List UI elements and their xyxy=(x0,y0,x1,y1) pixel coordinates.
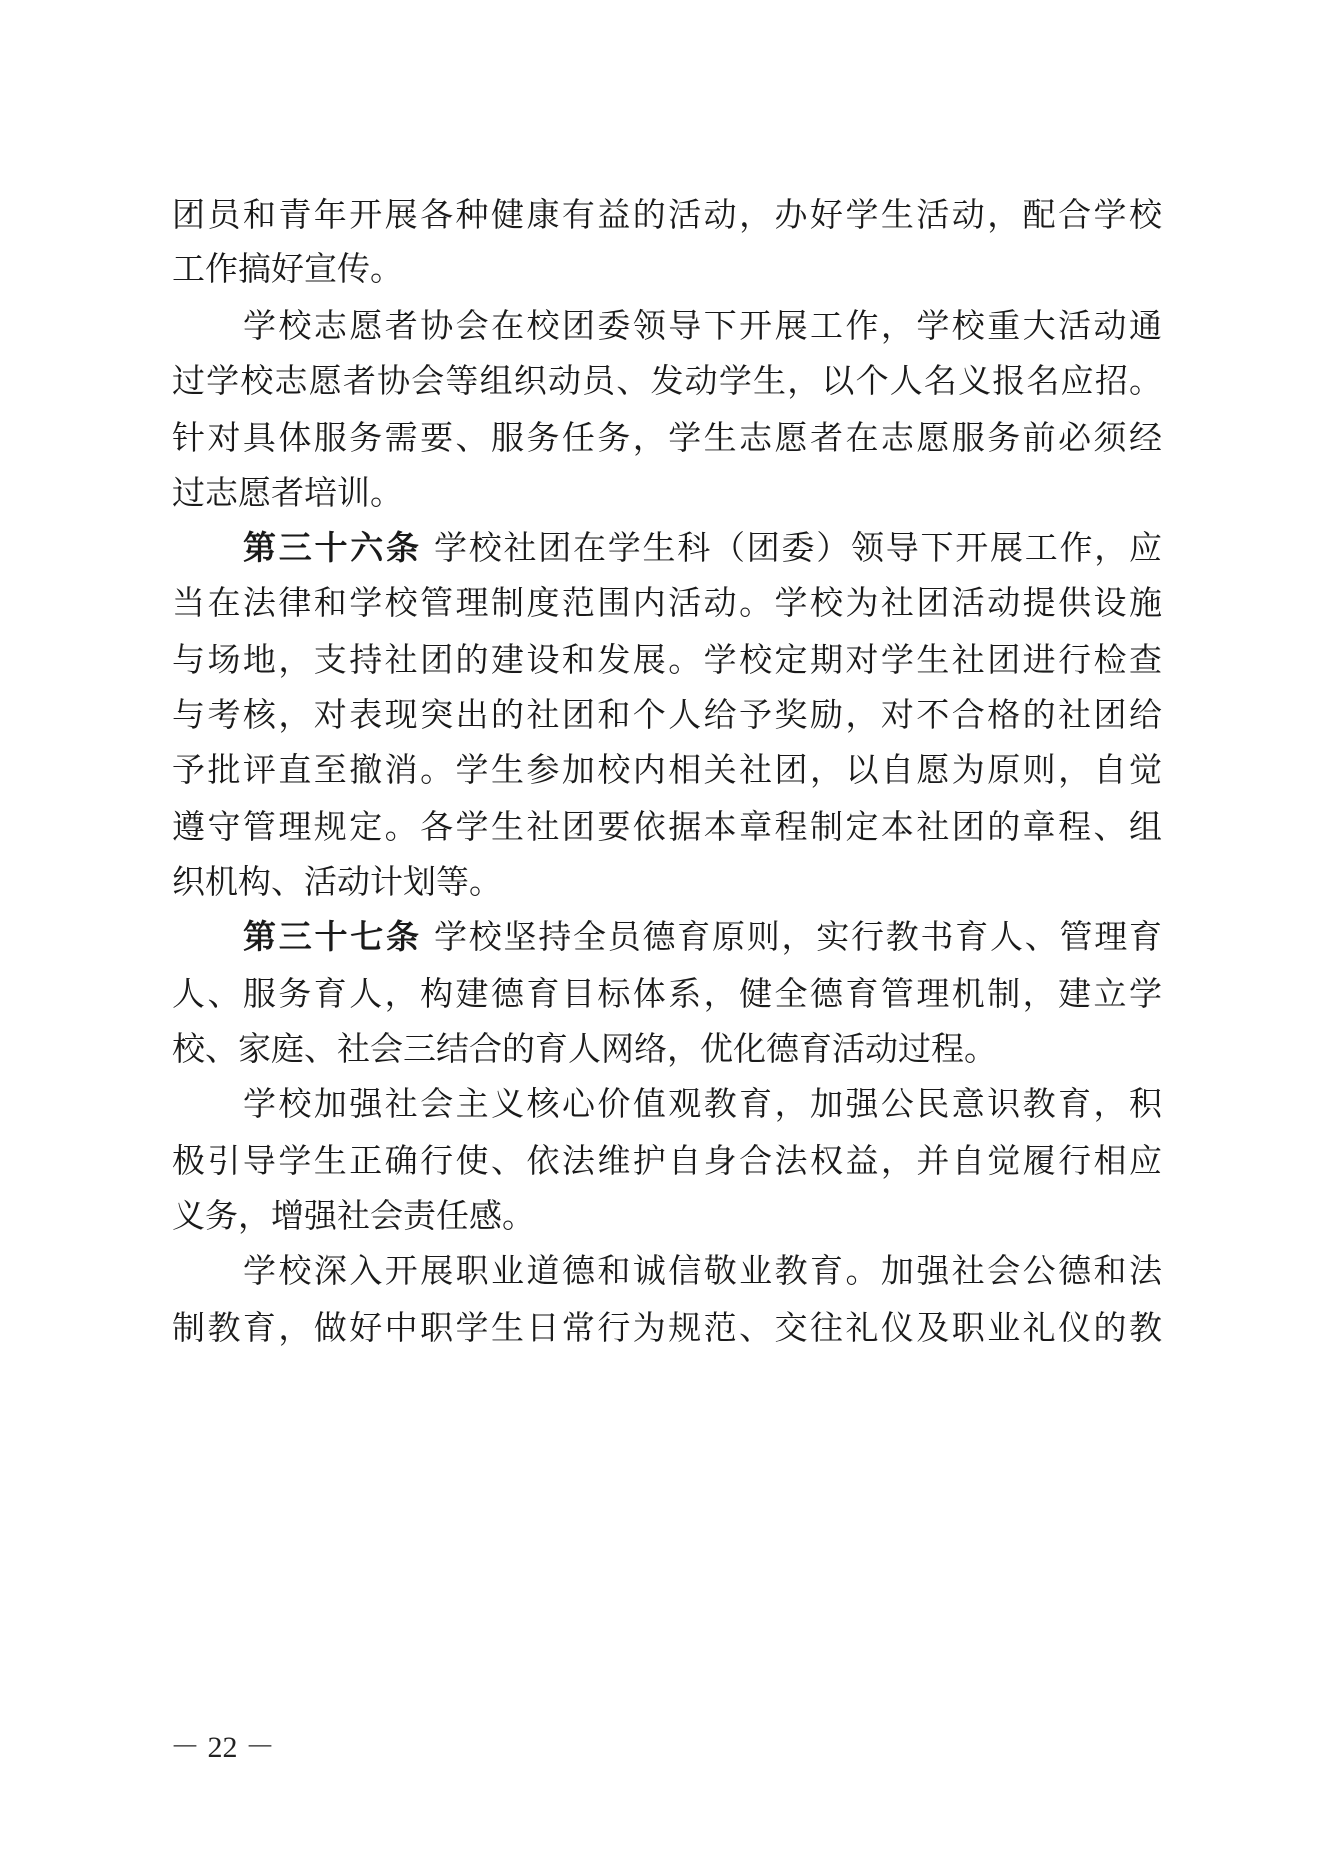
text-line: 与场地，支持社团的建设和发展。学校定期对学生社团进行检查 xyxy=(172,640,1162,679)
article-36-text: 学校社团在学生科（团委）领导下开展工作，应 xyxy=(434,528,1162,567)
text-line: 学校深入开展职业道德和诚信敬业教育。加强社会公德和法 xyxy=(243,1251,1162,1290)
text-line: 义务，增强社会责任感。 xyxy=(172,1196,535,1235)
text-line: 学校志愿者协会在校团委领导下开展工作，学校重大活动通 xyxy=(243,306,1162,345)
text-line: 学校加强社会主义核心价值观教育，加强公民意识教育，积 xyxy=(243,1084,1162,1123)
text-line: 过志愿者培训。 xyxy=(172,473,403,512)
article-36-first-line xyxy=(243,528,1162,568)
text-line: 过学校志愿者协会等组织动员、发动学生，以个人名义报名应招。 xyxy=(172,361,1162,400)
text-line: 团员和青年开展各种健康有益的活动，办好学生活动，配合学校 xyxy=(172,195,1162,234)
text-line: 遵守管理规定。各学生社团要依据本章程制定本社团的章程、组 xyxy=(172,807,1162,846)
text-line: 制教育，做好中职学生日常行为规范、交往礼仪及职业礼仪的教 xyxy=(172,1308,1162,1347)
text-line: 工作搞好宣传。 xyxy=(172,249,403,288)
text-line: 当在法律和学校管理制度范围内活动。学校为社团活动提供设施 xyxy=(172,583,1162,622)
text-line: 予批评直至撤消。学生参加校内相关社团，以自愿为原则，自觉 xyxy=(172,750,1162,789)
text-line: 极引导学生正确行使、依法维护自身合法权益，并自觉履行相应 xyxy=(172,1141,1162,1180)
article-37-first-line xyxy=(243,917,1162,957)
text-line: 针对具体服务需要、服务任务，学生志愿者在志愿服务前必须经 xyxy=(172,418,1162,457)
text-line: 织机构、活动计划等。 xyxy=(172,862,502,901)
page-number: － 22 － xyxy=(170,1731,275,1764)
article-37-text: 学校坚持全员德育原则，实行教书育人、管理育 xyxy=(434,917,1162,956)
text-line: 人、服务育人，构建德育目标体系，健全德育管理机制，建立学 xyxy=(172,974,1162,1013)
text-line: 校、家庭、社会三结合的育人网络，优化德育活动过程。 xyxy=(172,1029,997,1068)
article-37-heading: 第三十七条 xyxy=(243,917,422,956)
text-line: 与考核，对表现突出的社团和个人给予奖励，对不合格的社团给 xyxy=(172,695,1162,734)
article-36-heading: 第三十六条 xyxy=(243,528,422,567)
